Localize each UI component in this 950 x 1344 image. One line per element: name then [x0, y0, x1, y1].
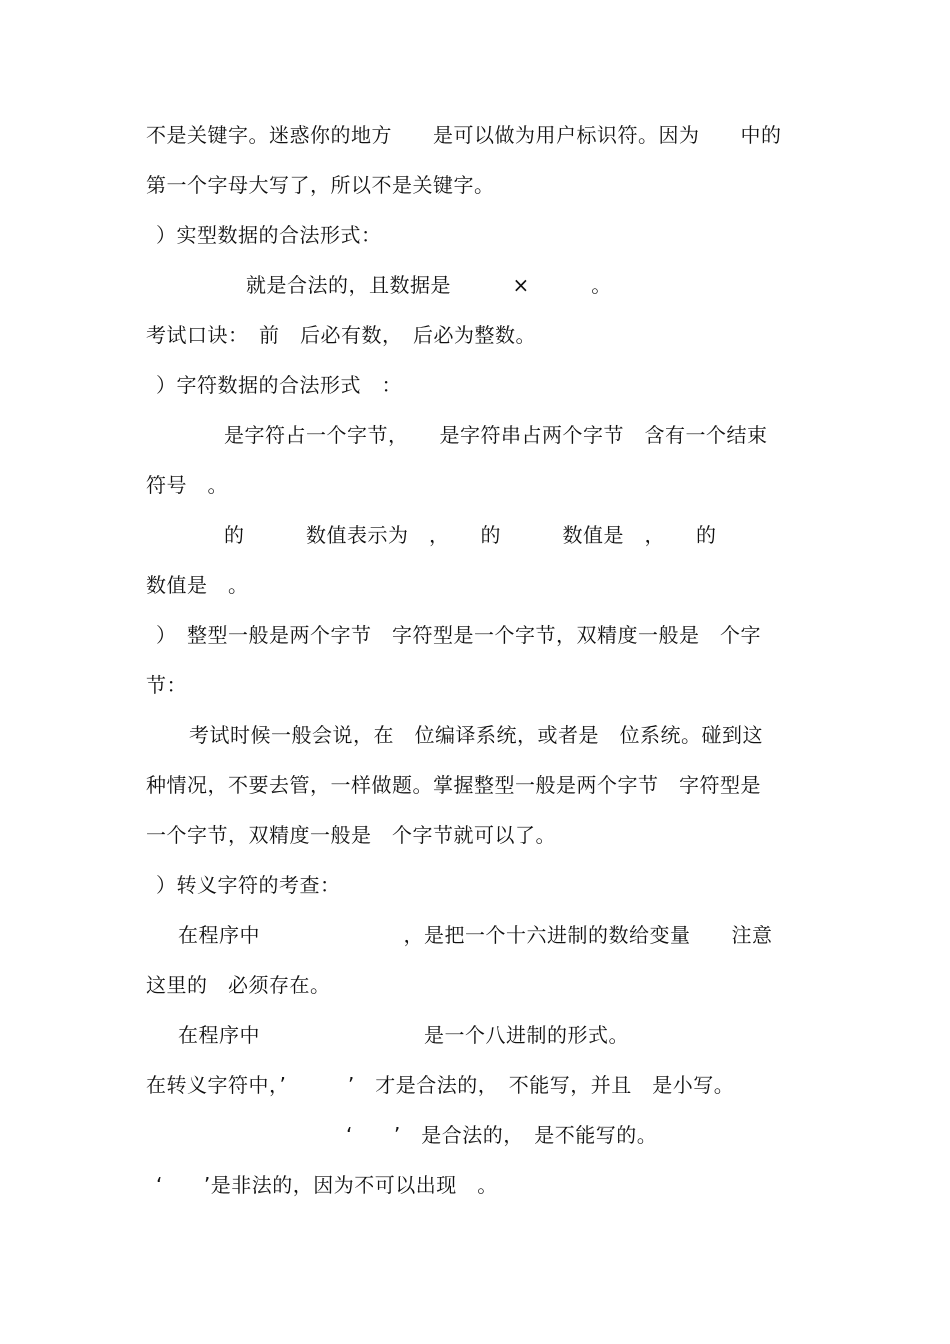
text-line: ）转义字符的考查：	[156, 873, 341, 897]
text-line: 考试时候一般会说，在 位编译系统，或者是 位系统。碰到这	[189, 723, 763, 747]
text-line: ） 整型一般是两个字节 字符型是一个字节，双精度一般是 个字	[156, 623, 761, 647]
text-line: 是字符占一个字节， 是字符串占两个字节 含有一个结束	[224, 423, 768, 447]
text-line: ‘ ’是非法的，因为不可以出现 。	[156, 1173, 498, 1197]
text-line: 数值是 。	[146, 573, 249, 597]
text-line: 在转义字符中，’ ’ 才是合法的， 不能写，并且 是小写。	[146, 1073, 735, 1097]
text-line: 就是合法的，且数据是 × 。	[246, 273, 612, 297]
text-line: 第一个字母大写了，所以不是关键字。	[146, 173, 495, 197]
text-line: 符号 。	[146, 473, 228, 497]
text-line: ）字符数据的合法形式 ：	[156, 373, 402, 397]
text-line: 考试口诀： 前 后必有数， 后必为整数。	[146, 323, 536, 347]
text-line: 种情况，不要去管，一样做题。掌握整型一般是两个字节 字符型是	[146, 773, 761, 797]
text-line: 一个字节，双精度一般是 个字节就可以了。	[146, 823, 556, 847]
text-line: 在程序中 是一个八进制的形式。	[178, 1023, 629, 1047]
text-line: 节：	[146, 673, 187, 697]
text-line: 在程序中 ，是把一个十六进制的数给变量 注意	[178, 923, 773, 947]
text-line: 的 数值表示为 ， 的 数值是 ， 的	[224, 523, 717, 547]
text-line: 不是关键字。迷惑你的地方 是可以做为用户标识符。因为 中的	[146, 123, 782, 147]
text-line: 这里的 必须存在。	[146, 973, 331, 997]
text-line: ）实型数据的合法形式：	[156, 223, 382, 247]
text-line: ‘ ’ 是合法的， 是不能写的。	[346, 1123, 658, 1147]
